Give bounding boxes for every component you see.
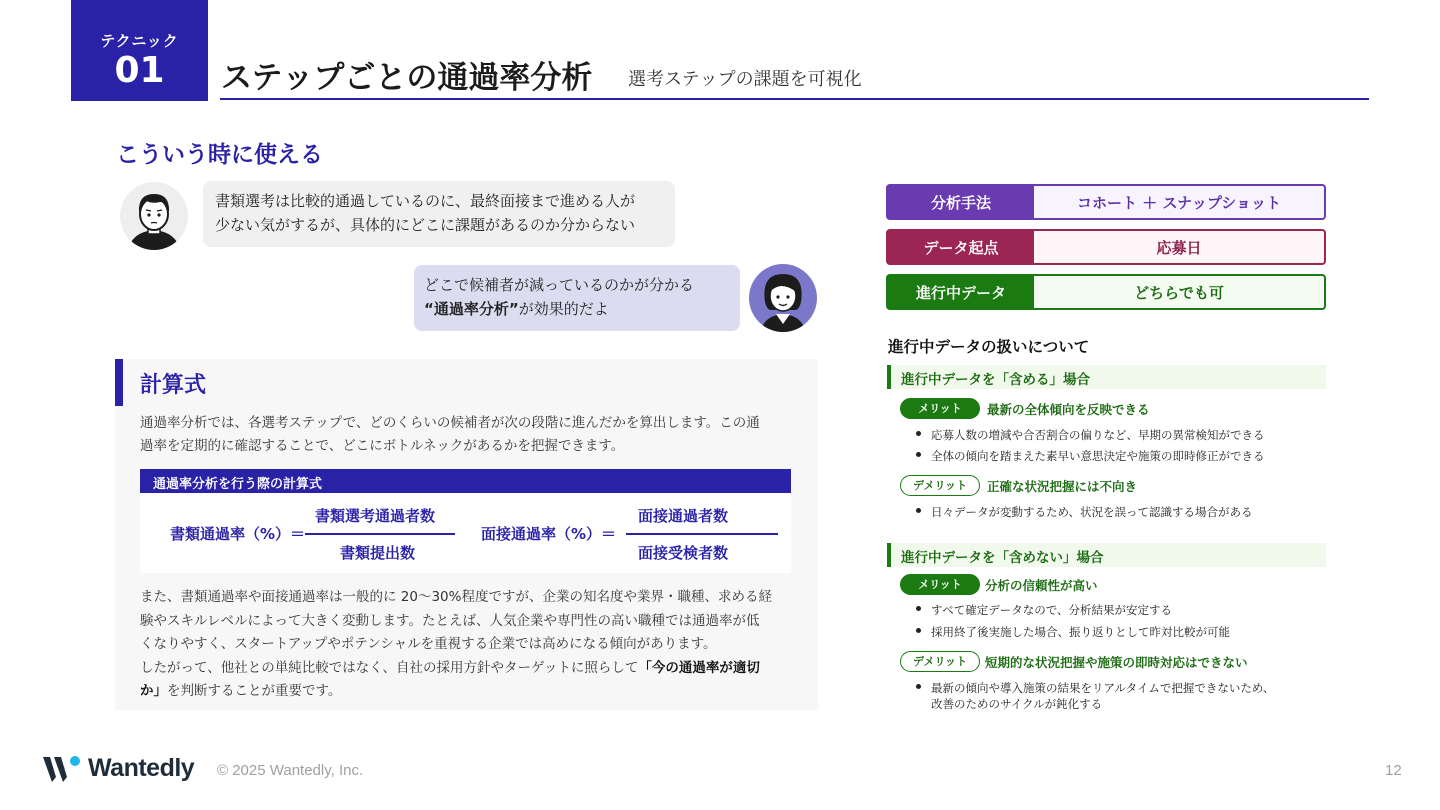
- female-person-avatar-icon: [749, 264, 817, 332]
- bubble-line: 少ない気がするが、具体的にどこに課題があるのか分からない: [215, 216, 636, 234]
- formula-2-numerator: 面接通過者数: [638, 507, 729, 525]
- page-number: 12: [1385, 762, 1402, 779]
- analysis-method-key: 分析手法: [888, 186, 1034, 218]
- data-origin-key: データ起点: [888, 231, 1034, 263]
- bullet-dot-icon: [916, 684, 921, 689]
- body-line-suffix: を判断することが重要です。: [167, 683, 342, 699]
- list-item: 全体の傾向を踏まえた素早い意思決定や施策の即時修正ができる: [916, 448, 1265, 464]
- body-line: くなりやすく、スタートアップやポテンシャルを重視する企業では高めになる傾向があります。: [140, 636, 717, 652]
- exclude-merit-summary: 分析の信頼性が高い: [985, 578, 1098, 593]
- answer-bubble: [414, 265, 740, 331]
- page-subtitle: 選考ステップの課題を可視化: [628, 69, 862, 90]
- wantedly-logo: [42, 754, 194, 783]
- question-bubble: [203, 181, 675, 247]
- include-case-heading: 進行中データを「含める」場合: [887, 365, 1326, 389]
- include-demerit-badge: デメリット: [900, 475, 980, 496]
- bubble-line: 書類選考は比較的通過しているのに、最終面接まで進める人が: [215, 192, 636, 210]
- technique-label: テクニック: [100, 32, 179, 50]
- ongoing-data-heading: 進行中データの扱いについて: [888, 338, 1090, 356]
- analysis-method-row: [886, 184, 1326, 220]
- calculation-heading: 計算式: [140, 373, 207, 398]
- description-line: 過率を定期的に確認することで、どこにボトルネックがあるかを把握できます。: [140, 438, 625, 454]
- copyright-text: © 2025 Wantedly, Inc.: [217, 762, 364, 779]
- bubble-bold-term: “通過率分析”: [424, 300, 519, 318]
- bullet-dot-icon: [916, 431, 921, 436]
- analysis-method-value: コホート ＋ スナップショット: [1034, 186, 1324, 218]
- formula-1-label: 書類通過率（%）＝: [170, 525, 306, 543]
- logo-wordmark: Wantedly: [88, 754, 195, 782]
- list-item: 採用終了後実施した場合、振り返りとして昨対比較が可能: [916, 624, 1230, 640]
- formula-2-fraction-line: [626, 533, 778, 535]
- page-title: ステップごとの通過率分析: [221, 60, 593, 96]
- bullet-dot-icon: [916, 628, 921, 633]
- bubble-line: どこで候補者が減っているのかが分かる: [424, 276, 695, 294]
- body-line-prefix: したがって、他社との単純比較ではなく、自社の採用方針やターゲットに照らして: [140, 659, 639, 676]
- calculation-accent-bar: [115, 359, 123, 406]
- list-item: 日々データが変動するため、状況を誤って認識する場合がある: [916, 504, 1253, 520]
- exclude-merit-badge: メリット: [900, 574, 980, 595]
- formula-header: 通過率分析を行う際の計算式: [140, 469, 791, 493]
- body-bold-phrase: 「今の通過率が適切: [638, 659, 760, 676]
- ongoing-data-key: 進行中データ: [888, 276, 1034, 308]
- list-item: 最新の傾向や導入施策の結果をリアルタイムで把握できないため、 改善のためのサイクルが鈍化する: [916, 680, 1274, 712]
- body-bold-phrase-end: か」: [140, 683, 167, 699]
- include-demerit-summary: 正確な状況把握には不向き: [987, 479, 1138, 494]
- body-line: 験やスキルレベルによって大きく変動します。たとえば、人気企業や専門性の高い職種では通過率が低: [140, 612, 760, 629]
- calculation-description: [140, 412, 795, 458]
- list-item-continuation: 改善のためのサイクルが鈍化する: [931, 697, 1103, 711]
- exclude-case-heading: 進行中データを「含めない」場合: [887, 543, 1326, 567]
- calculation-body: [140, 586, 800, 704]
- usage-heading: こういう時に使える: [116, 142, 323, 168]
- include-merit-badge: メリット: [900, 398, 980, 419]
- data-origin-row: [886, 229, 1326, 265]
- bullet-dot-icon: [916, 606, 921, 611]
- body-line: また、書類通過率や面接通過率は一般的に 20〜30%程度ですが、企業の知名度や業界・職種、求める経: [140, 589, 772, 605]
- formula-1-fraction-line: [305, 533, 455, 535]
- ongoing-data-value: どちらでも可: [1034, 276, 1324, 308]
- bullet-dot-icon: [916, 452, 921, 457]
- formula-2-denominator: 面接受検者数: [638, 544, 729, 562]
- exclude-demerit-summary: 短期的な状況把握や施策の即時対応はできない: [985, 655, 1248, 670]
- formula-1-denominator: 書類提出数: [340, 544, 416, 562]
- technique-number: 01: [114, 50, 165, 91]
- list-item: すべて確定データなので、分析結果が安定する: [916, 602, 1172, 618]
- data-origin-value: 応募日: [1034, 231, 1324, 263]
- formula-2-label: 面接通過率（%）＝: [481, 525, 617, 543]
- exclude-demerit-badge: デメリット: [900, 651, 980, 672]
- technique-badge: [71, 0, 208, 101]
- bullet-dot-icon: [916, 508, 921, 513]
- title-divider: [220, 98, 1369, 100]
- list-item: 応募人数の増減や合否割合の偏りなど、早期の異常検知ができる: [916, 427, 1265, 443]
- description-line: 通過率分析では、各選考ステップで、どのくらいの候補者が次の段階に進んだかを算出します。この通: [140, 415, 760, 431]
- formula-box: [140, 493, 791, 573]
- include-merit-summary: 最新の全体傾向を反映できる: [987, 402, 1150, 417]
- formula-1-numerator: 書類選考通過者数: [315, 507, 436, 525]
- wantedly-w-mark-icon: [42, 755, 84, 783]
- male-person-avatar-icon: [120, 182, 188, 250]
- ongoing-data-row: [886, 274, 1326, 310]
- bubble-line-rest: が効果的だよ: [518, 300, 609, 318]
